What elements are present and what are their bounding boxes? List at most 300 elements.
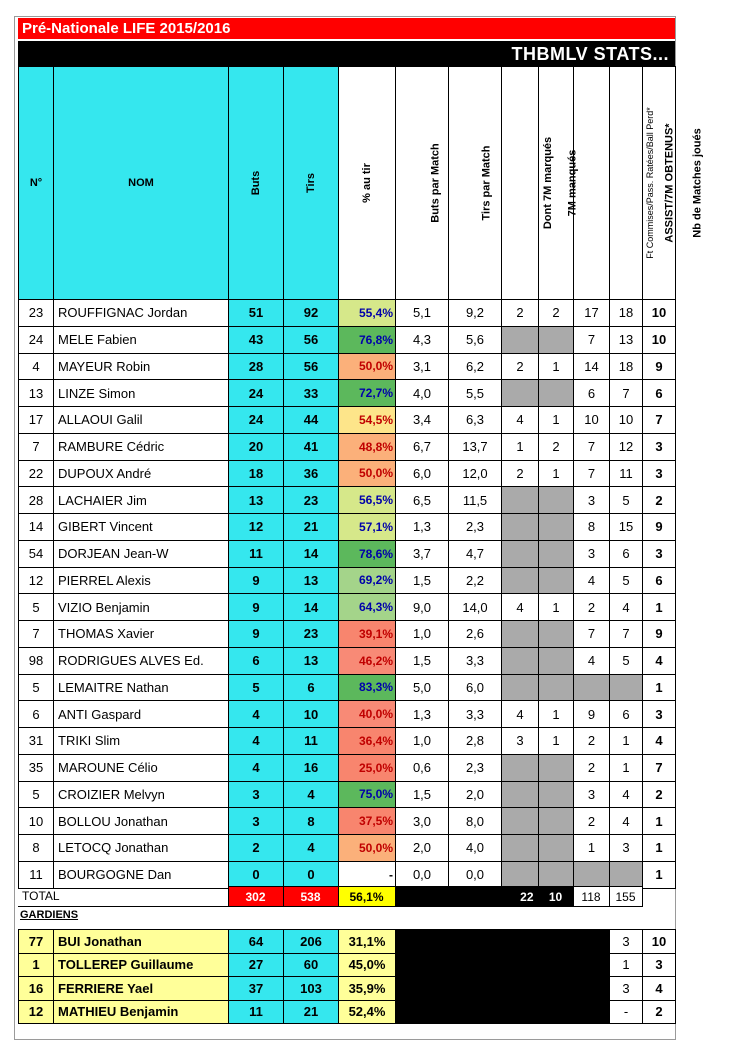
player-name: RODRIGUES ALVES Ed. [54,647,229,674]
player-number: 5 [19,594,54,621]
player-pct-tir: 83,3% [339,674,396,701]
player-dont-7m: 3 [502,728,539,755]
player-7m-manques: 2 [539,433,574,460]
player-name: MELE Fabien [54,326,229,353]
player-buts-par-match: 3,1 [396,353,449,380]
player-nb-matches: 1 [643,594,676,621]
player-ft-commises: 3 [574,781,610,808]
table-row[interactable] [19,781,676,808]
player-pct-tir: 56,5% [339,487,396,514]
player-name: DORJEAN Jean-W [54,540,229,567]
player-tirs-par-match: 6,2 [449,353,502,380]
gardien-pct: 35,9% [339,977,396,1001]
player-tirs: 4 [284,835,339,862]
player-tirs-par-match: 3,3 [449,647,502,674]
gardien-assist: 3 [610,930,643,954]
player-buts: 12 [229,514,284,541]
player-number: 5 [19,781,54,808]
player-name: RAMBURE Cédric [54,433,229,460]
player-number: 11 [19,861,54,888]
player-tirs-par-match: 11,5 [449,487,502,514]
player-number: 54 [19,540,54,567]
player-7m-manques: 1 [539,407,574,434]
player-dont-7m [502,567,539,594]
player-7m-manques [539,380,574,407]
player-buts: 24 [229,380,284,407]
player-buts-par-match: 1,3 [396,514,449,541]
player-name: MAYEUR Robin [54,353,229,380]
player-number: 35 [19,754,54,781]
player-tirs: 0 [284,861,339,888]
player-buts-par-match: 0,0 [396,861,449,888]
player-7m-manques: 1 [539,460,574,487]
player-tirs-par-match: 13,7 [449,433,502,460]
col-header-pct-tir[interactable]: % au tir [339,67,396,300]
player-assist: 4 [610,781,643,808]
player-buts-par-match: 6,7 [396,433,449,460]
player-nb-matches: 3 [643,540,676,567]
player-number: 98 [19,647,54,674]
player-assist: 4 [610,594,643,621]
col-header-tirs[interactable]: Tirs [284,67,339,300]
table-row[interactable] [19,567,676,594]
table-row[interactable] [19,487,676,514]
player-buts: 4 [229,728,284,755]
gardien-pct: 31,1% [339,930,396,954]
player-7m-manques [539,674,574,701]
table-row[interactable] [19,326,676,353]
player-buts: 0 [229,861,284,888]
player-7m-manques [539,540,574,567]
player-name: BOLLOU Jonathan [54,808,229,835]
player-buts: 51 [229,300,284,327]
col-header-assist[interactable]: ASSIST/7M OBTENUS* [610,67,643,300]
player-pct-tir: 50,0% [339,835,396,862]
player-assist: 6 [610,540,643,567]
player-buts-par-match: 4,3 [396,326,449,353]
player-buts: 24 [229,407,284,434]
player-dont-7m [502,861,539,888]
gardien-assist: - [610,1000,643,1024]
player-number: 24 [19,326,54,353]
totals-blank [395,887,501,907]
gardien-number: 12 [19,1000,54,1024]
player-tirs: 36 [284,460,339,487]
player-tirs-par-match: 14,0 [449,594,502,621]
player-tirs: 14 [284,594,339,621]
totals-dont-7m: 22 [501,887,538,907]
totals-empty [642,887,675,907]
player-7m-manques [539,487,574,514]
table-row[interactable] [19,407,676,434]
player-dont-7m: 1 [502,433,539,460]
player-buts: 28 [229,353,284,380]
player-assist: 10 [610,407,643,434]
gardien-buts: 64 [229,930,284,954]
player-buts: 3 [229,808,284,835]
player-assist: 12 [610,433,643,460]
player-number: 17 [19,407,54,434]
player-pct-tir: 78,6% [339,540,396,567]
player-pct-tir: 57,1% [339,514,396,541]
player-7m-manques [539,621,574,648]
player-7m-manques [539,647,574,674]
table-row[interactable] [19,594,676,621]
player-nb-matches: 3 [643,433,676,460]
player-dont-7m [502,835,539,862]
table-row[interactable] [19,728,676,755]
gardien-number: 1 [19,953,54,977]
player-name: ALLAOUI Galil [54,407,229,434]
player-assist: 4 [610,808,643,835]
player-7m-manques [539,781,574,808]
player-buts: 5 [229,674,284,701]
col-header-buts-par-match[interactable]: Buts par Match [396,67,449,300]
player-nb-matches: 7 [643,754,676,781]
player-tirs: 23 [284,487,339,514]
player-nb-matches: 2 [643,487,676,514]
player-tirs: 44 [284,407,339,434]
player-buts: 9 [229,567,284,594]
player-number: 7 [19,433,54,460]
player-ft-commises [574,674,610,701]
player-name: LINZE Simon [54,380,229,407]
player-7m-manques: 1 [539,728,574,755]
player-7m-manques [539,861,574,888]
player-dont-7m [502,514,539,541]
player-tirs: 4 [284,781,339,808]
player-nb-matches: 3 [643,701,676,728]
player-pct-tir: 76,8% [339,326,396,353]
player-number: 23 [19,300,54,327]
totals-row [18,887,675,907]
table-row[interactable] [19,460,676,487]
player-buts-par-match: 4,0 [396,380,449,407]
player-tirs: 21 [284,514,339,541]
gardien-name: MATHIEU Benjamin [54,1000,229,1024]
player-pct-tir: 54,5% [339,407,396,434]
player-nb-matches: 3 [643,460,676,487]
player-buts: 4 [229,701,284,728]
player-buts-par-match: 9,0 [396,594,449,621]
player-name: DUPOUX André [54,460,229,487]
player-stats-table [18,66,704,889]
player-pct-tir: 69,2% [339,567,396,594]
player-number: 10 [19,808,54,835]
player-ft-commises: 7 [574,621,610,648]
player-buts-par-match: 6,0 [396,460,449,487]
player-buts-par-match: 6,5 [396,487,449,514]
gardiens-label: GARDIENS [20,909,79,921]
player-dont-7m: 2 [502,460,539,487]
player-assist: 5 [610,567,643,594]
player-name: LACHAIER Jim [54,487,229,514]
player-buts-par-match: 1,5 [396,647,449,674]
player-nb-matches: 1 [643,808,676,835]
player-pct-tir: - [339,861,396,888]
gardien-name: FERRIERE Yael [54,977,229,1001]
table-row[interactable] [19,674,676,701]
player-dont-7m: 4 [502,407,539,434]
player-name: BOURGOGNE Dan [54,861,229,888]
player-pct-tir: 39,1% [339,621,396,648]
table-row[interactable] [19,647,676,674]
player-dont-7m [502,380,539,407]
player-assist [610,861,643,888]
player-ft-commises: 10 [574,407,610,434]
player-dont-7m: 2 [502,300,539,327]
player-7m-manques [539,754,574,781]
player-buts: 9 [229,621,284,648]
player-tirs: 56 [284,353,339,380]
player-ft-commises: 8 [574,514,610,541]
player-tirs: 8 [284,808,339,835]
player-assist: 18 [610,353,643,380]
col-header-tirs-par-match[interactable]: Tirs par Match [449,67,502,300]
player-tirs: 23 [284,621,339,648]
player-number: 4 [19,353,54,380]
player-ft-commises: 2 [574,594,610,621]
player-name: ROUFFIGNAC Jordan [54,300,229,327]
player-tirs-par-match: 3,3 [449,701,502,728]
gardien-buts: 11 [229,1000,284,1024]
table-row[interactable] [19,621,676,648]
player-buts: 2 [229,835,284,862]
player-pct-tir: 55,4% [339,300,396,327]
gardien-rows [19,930,676,1024]
table-row[interactable] [19,835,676,862]
table-row[interactable] [19,977,676,1001]
player-ft-commises: 4 [574,647,610,674]
player-buts-par-match: 1,0 [396,728,449,755]
player-dont-7m [502,647,539,674]
player-pct-tir: 37,5% [339,808,396,835]
player-7m-manques [539,514,574,541]
player-tirs-par-match: 4,7 [449,540,502,567]
player-nb-matches: 1 [643,861,676,888]
table-row[interactable] [19,300,676,327]
totals-7m-manques: 10 [538,887,573,907]
gardien-number: 16 [19,977,54,1001]
player-tirs-par-match: 4,0 [449,835,502,862]
player-pct-tir: 50,0% [339,353,396,380]
player-nb-matches: 1 [643,835,676,862]
table-row[interactable] [19,953,676,977]
player-tirs: 13 [284,647,339,674]
player-ft-commises: 17 [574,300,610,327]
player-dont-7m [502,674,539,701]
player-7m-manques [539,808,574,835]
gardien-buts: 37 [229,977,284,1001]
col-header-nb-matches[interactable]: Nb de Matches joués [643,67,676,300]
player-ft-commises: 7 [574,326,610,353]
player-nb-matches: 10 [643,326,676,353]
col-header-dont-7m[interactable]: Dont 7M marqués [502,67,539,300]
player-name: PIERREL Alexis [54,567,229,594]
player-nb-matches: 9 [643,621,676,648]
player-tirs-par-match: 12,0 [449,460,502,487]
player-tirs-par-match: 2,6 [449,621,502,648]
player-assist: 1 [610,728,643,755]
player-tirs-par-match: 0,0 [449,861,502,888]
player-tirs: 16 [284,754,339,781]
gardien-blank [396,930,610,954]
player-tirs-par-match: 6,0 [449,674,502,701]
player-dont-7m [502,487,539,514]
player-assist: 18 [610,300,643,327]
player-buts: 11 [229,540,284,567]
player-7m-manques: 2 [539,300,574,327]
player-tirs: 92 [284,300,339,327]
player-buts-par-match: 1,3 [396,701,449,728]
player-assist: 1 [610,754,643,781]
player-nb-matches: 6 [643,380,676,407]
player-buts-par-match: 3,0 [396,808,449,835]
player-tirs-par-match: 2,3 [449,514,502,541]
player-tirs-par-match: 8,0 [449,808,502,835]
col-header-nom[interactable]: NOM [54,67,229,300]
col-header-ft-commises[interactable]: Ft Commises/Pass. Ratées/Ball Perd* [574,67,610,300]
player-name: MAROUNE Célio [54,754,229,781]
player-7m-manques: 1 [539,353,574,380]
player-tirs: 56 [284,326,339,353]
player-name: THOMAS Xavier [54,621,229,648]
gardien-tirs: 206 [284,930,339,954]
player-buts-par-match: 1,5 [396,567,449,594]
gardien-blank [396,953,610,977]
header-row [19,67,676,300]
player-number: 12 [19,567,54,594]
totals-assist: 155 [609,887,642,907]
player-buts-par-match: 5,0 [396,674,449,701]
player-buts-par-match: 0,6 [396,754,449,781]
player-buts-par-match: 5,1 [396,300,449,327]
player-dont-7m [502,540,539,567]
player-tirs-par-match: 2,0 [449,781,502,808]
player-dont-7m [502,808,539,835]
gardien-nb-matches: 10 [643,930,676,954]
gardien-buts: 27 [229,953,284,977]
gardien-tirs: 60 [284,953,339,977]
player-nb-matches: 9 [643,353,676,380]
player-name: VIZIO Benjamin [54,594,229,621]
col-header-no[interactable]: N° [19,67,54,300]
player-tirs: 11 [284,728,339,755]
player-dont-7m [502,754,539,781]
table-row[interactable] [19,861,676,888]
table-row[interactable] [19,701,676,728]
player-number: 13 [19,380,54,407]
player-tirs: 41 [284,433,339,460]
table-row[interactable] [19,380,676,407]
player-name: LETOCQ Jonathan [54,835,229,862]
table-row[interactable] [19,540,676,567]
gardien-name: TOLLEREP Guillaume [54,953,229,977]
player-tirs: 6 [284,674,339,701]
table-row[interactable] [19,353,676,380]
player-assist [610,674,643,701]
player-ft-commises: 3 [574,487,610,514]
player-ft-commises: 2 [574,728,610,755]
player-dont-7m: 4 [502,701,539,728]
totals-label: TOTAL [18,887,228,907]
player-ft-commises: 14 [574,353,610,380]
table-row[interactable] [19,514,676,541]
player-tirs-par-match: 2,3 [449,754,502,781]
player-nb-matches: 4 [643,647,676,674]
col-header-buts[interactable]: Buts [229,67,284,300]
player-assist: 5 [610,487,643,514]
player-buts-par-match: 2,0 [396,835,449,862]
player-name: ANTI Gaspard [54,701,229,728]
player-name: TRIKI Slim [54,728,229,755]
table-row[interactable] [19,808,676,835]
stats-banner: THBMLV STATS... [18,41,675,66]
player-buts: 43 [229,326,284,353]
gardien-assist: 3 [610,977,643,1001]
player-tirs-par-match: 5,6 [449,326,502,353]
gardien-blank [396,1000,610,1024]
player-buts-par-match: 1,0 [396,621,449,648]
player-tirs-par-match: 9,2 [449,300,502,327]
player-buts: 9 [229,594,284,621]
player-assist: 13 [610,326,643,353]
player-ft-commises: 3 [574,540,610,567]
player-tirs-par-match: 2,2 [449,567,502,594]
player-assist: 7 [610,621,643,648]
player-7m-manques [539,567,574,594]
page-title: Pré-Nationale LIFE 2015/2016 [18,18,675,39]
player-buts: 20 [229,433,284,460]
player-number: 31 [19,728,54,755]
table-row[interactable] [19,1000,676,1024]
player-nb-matches: 4 [643,728,676,755]
table-row[interactable] [19,754,676,781]
gardien-pct: 45,0% [339,953,396,977]
player-pct-tir: 40,0% [339,701,396,728]
totals-buts: 302 [228,887,283,907]
totals-tirs: 538 [283,887,338,907]
player-pct-tir: 25,0% [339,754,396,781]
col-header-7m-manques[interactable]: 7M manqués [539,67,574,300]
player-ft-commises: 7 [574,460,610,487]
player-ft-commises: 9 [574,701,610,728]
table-row[interactable] [19,930,676,954]
player-number: 22 [19,460,54,487]
player-ft-commises [574,861,610,888]
player-rows [19,300,676,889]
player-assist: 5 [610,647,643,674]
player-pct-tir: 75,0% [339,781,396,808]
gardien-nb-matches: 4 [643,977,676,1001]
player-buts-par-match: 3,7 [396,540,449,567]
player-nb-matches: 6 [643,567,676,594]
player-dont-7m [502,621,539,648]
player-ft-commises: 2 [574,808,610,835]
player-nb-matches: 10 [643,300,676,327]
player-name: CROIZIER Melvyn [54,781,229,808]
player-nb-matches: 9 [643,514,676,541]
table-row[interactable] [19,433,676,460]
player-pct-tir: 46,2% [339,647,396,674]
totals-pct: 56,1% [338,887,395,907]
player-7m-manques [539,835,574,862]
player-ft-commises: 6 [574,380,610,407]
player-dont-7m: 2 [502,353,539,380]
player-tirs: 33 [284,380,339,407]
player-number: 14 [19,514,54,541]
totals-table [18,886,675,907]
